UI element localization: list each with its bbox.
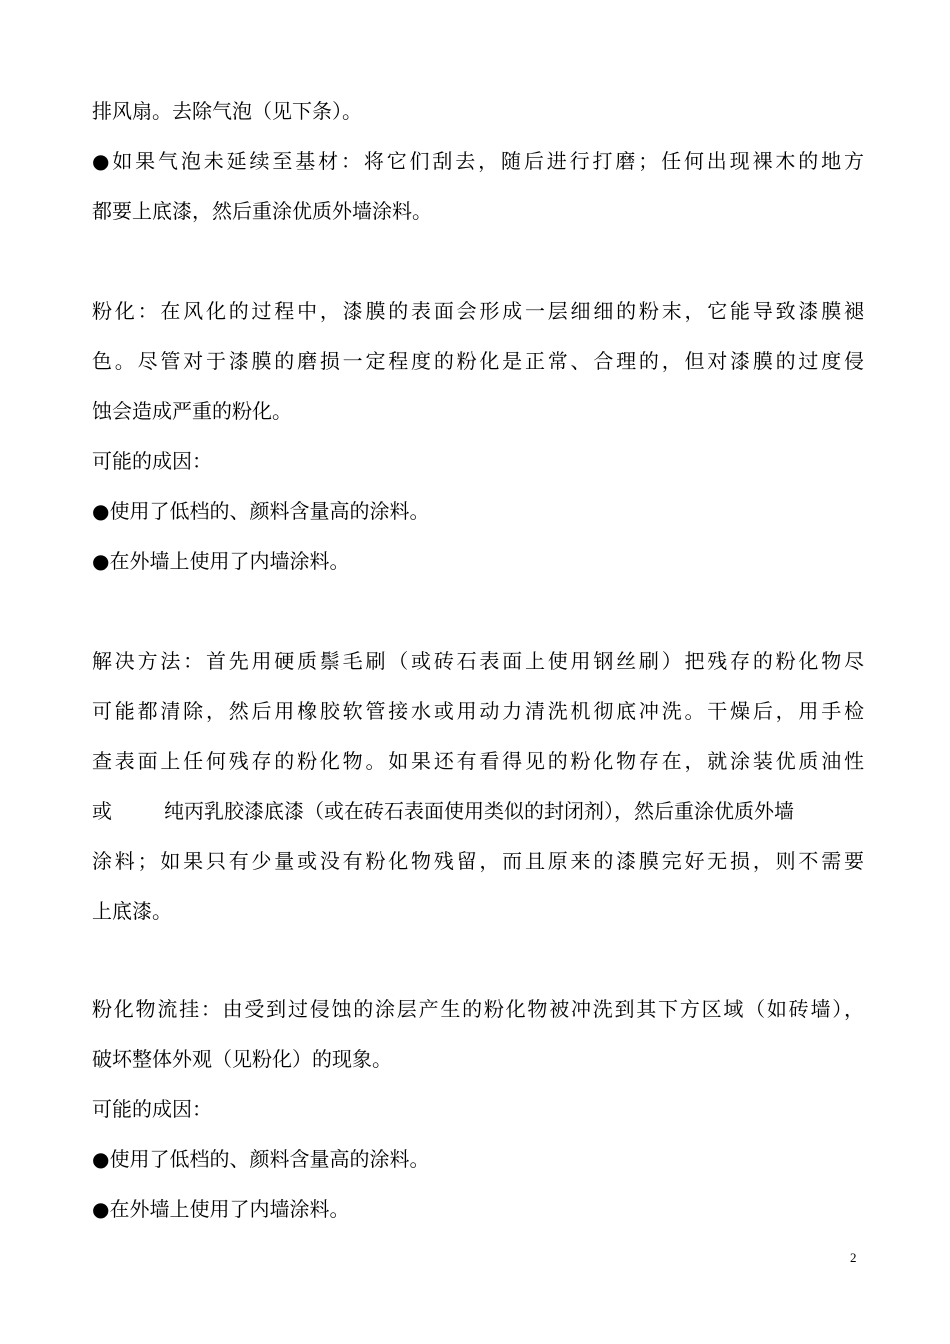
paragraph-line: 粉化：在风化的过程中，漆膜的表面会形成一层细细的粉末，它能导致漆膜褪 [92,299,864,323]
paragraph-line: 可能都清除，然后用橡胶软管接水或用动力清洗机彻底冲洗。干燥后，用手检 [92,699,864,723]
bullet-line: ●使用了低档的、颜料含量高的涂料。 [92,1147,430,1171]
paragraph-line: 都要上底漆，然后重涂优质外墙涂料。 [92,199,432,223]
paragraph-line: 上底漆。 [92,899,172,923]
paragraph-gap [92,236,864,286]
page-number: 2 [850,1250,857,1265]
line-fragment-left: 或 [92,799,112,823]
bullet-line: ●在外墙上使用了内墙涂料。 [92,549,350,573]
paragraph-line: 排风扇。去除气泡（见下条）。 [92,99,362,123]
subheading-line: 可能的成因： [92,1097,212,1121]
bullet-line: ●在外墙上使用了内墙涂料。 [92,1197,350,1221]
document-body [92,86,864,1234]
subheading-line: 可能的成因： [92,449,212,473]
paragraph-line: 涂料；如果只有少量或没有粉化物残留，而且原来的漆膜完好无损，则不需要 [92,849,864,873]
paragraph-line: 蚀会造成严重的粉化。 [92,399,292,423]
paragraph-line: 查表面上任何残存的粉化物。如果还有看得见的粉化物存在，就涂装优质油性 [92,749,864,773]
bullet-line: ●如果气泡未延续至基材：将它们刮去，随后进行打磨；任何出现裸木的地方 [92,149,864,173]
paragraph-gap [92,936,864,984]
paragraph-line: 色。尽管对于漆膜的磨损一定程度的粉化是正常、合理的，但对漆膜的过度侵 [92,349,864,373]
paragraph-gap [92,586,864,636]
paragraph-line-split [92,786,864,836]
line-fragment-right: 纯丙乳胶漆底漆（或在砖石表面使用类似的封闭剂），然后重涂优质外墙 [164,799,794,823]
bullet-line: ●使用了低档的、颜料含量高的涂料。 [92,499,430,523]
paragraph-line: 粉化物流挂：由受到过侵蚀的涂层产生的粉化物被冲洗到其下方区域（如砖墙）， [92,997,864,1021]
paragraph-line: 解决方法：首先用硬质鬃毛刷（或砖石表面上使用钢丝刷）把残存的粉化物尽 [92,649,864,673]
paragraph-line: 破坏整体外观（见粉化）的现象。 [92,1047,392,1071]
